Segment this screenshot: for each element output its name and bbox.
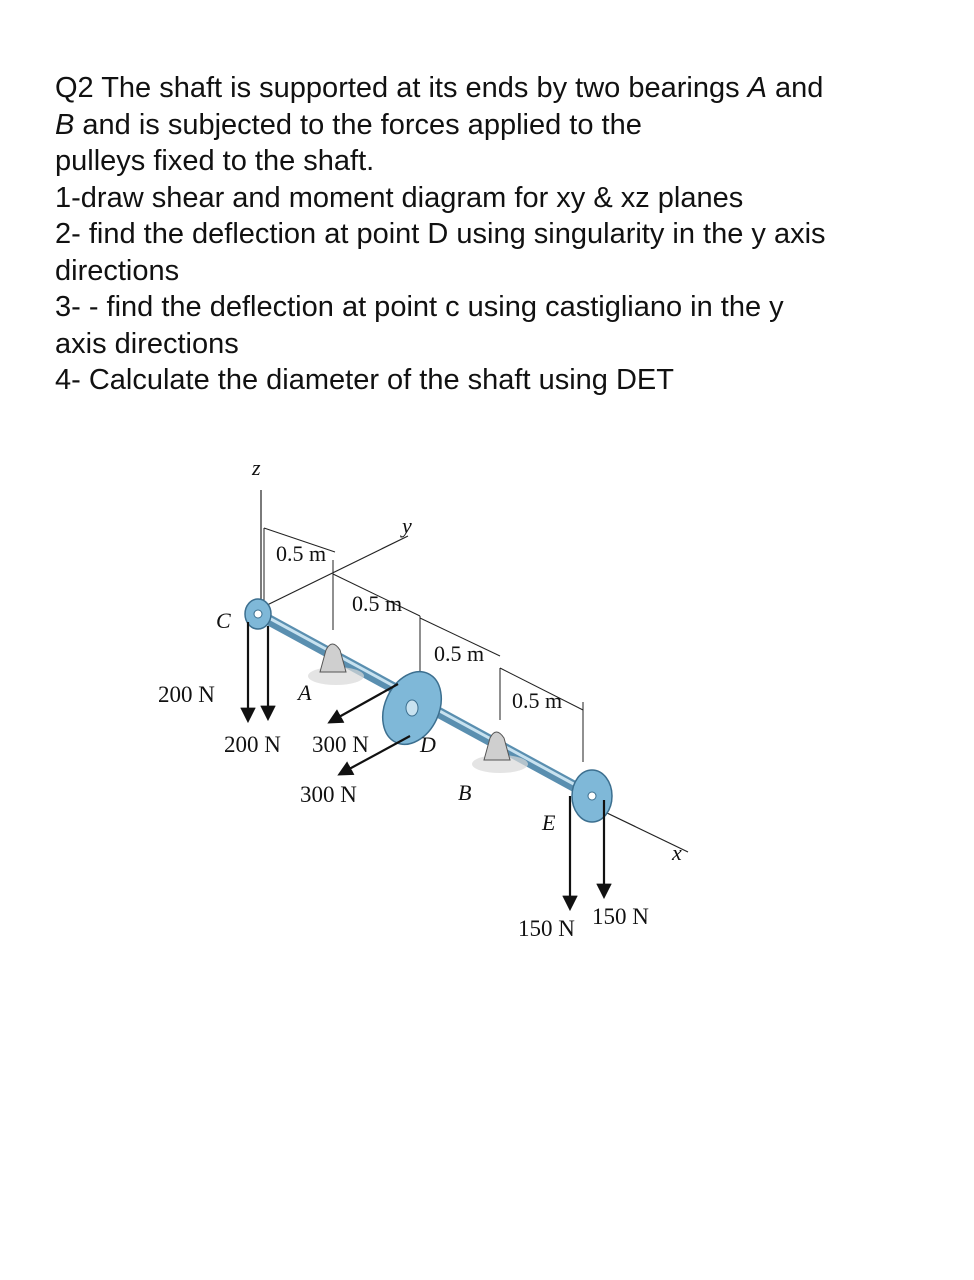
pulley-d — [371, 662, 452, 754]
axis-label-z: z — [252, 455, 261, 480]
force-label-d-lower: 300 N — [300, 782, 357, 807]
dim-label-3: 0.5 m — [434, 641, 485, 666]
force-label-e-right: 150 N — [592, 904, 649, 929]
force-label-d-upper: 300 N — [312, 732, 369, 757]
question-line-2: B and is subjected to the forces applied to the — [55, 108, 642, 141]
dim-label-4: 0.5 m — [512, 688, 563, 713]
dim-label-1: 0.5 m — [276, 541, 327, 566]
point-label-e: E — [542, 810, 556, 835]
point-label-b: B — [458, 780, 472, 805]
question-line-1: Q2 The shaft is supported at its ends by two bearings A and — [55, 72, 824, 104]
force-label-c-left: 200 N — [158, 682, 215, 707]
task-2-line-2: directions — [55, 254, 180, 287]
shaft-figure — [140, 440, 840, 1000]
shaft-diagram — [140, 440, 840, 1000]
pulley-e — [572, 770, 612, 822]
axis-label-x: x — [672, 840, 682, 865]
force-label-e-left: 150 N — [518, 916, 575, 941]
question-line-3: pulleys fixed to the shaft. — [55, 145, 375, 177]
task-1: 1-draw shear and moment diagram for xy & xz planes — [55, 181, 744, 214]
point-label-a: A — [298, 680, 312, 705]
task-3-line-2: axis directions — [55, 327, 239, 360]
task-3-line-1: 3- - find the deflection at point c using castigliano in the y — [55, 291, 784, 323]
question-text — [55, 70, 935, 399]
axis-label-y: y — [402, 513, 412, 538]
point-label-d: D — [420, 732, 436, 757]
task-2-line-1: 2- find the deflection at point D using singularity in the y axis — [55, 218, 826, 250]
point-label-c: C — [216, 608, 231, 633]
force-label-c-right: 200 N — [224, 732, 281, 757]
dim-label-2: 0.5 m — [352, 591, 403, 616]
task-4: 4- Calculate the diameter of the shaft using DET — [55, 364, 674, 396]
